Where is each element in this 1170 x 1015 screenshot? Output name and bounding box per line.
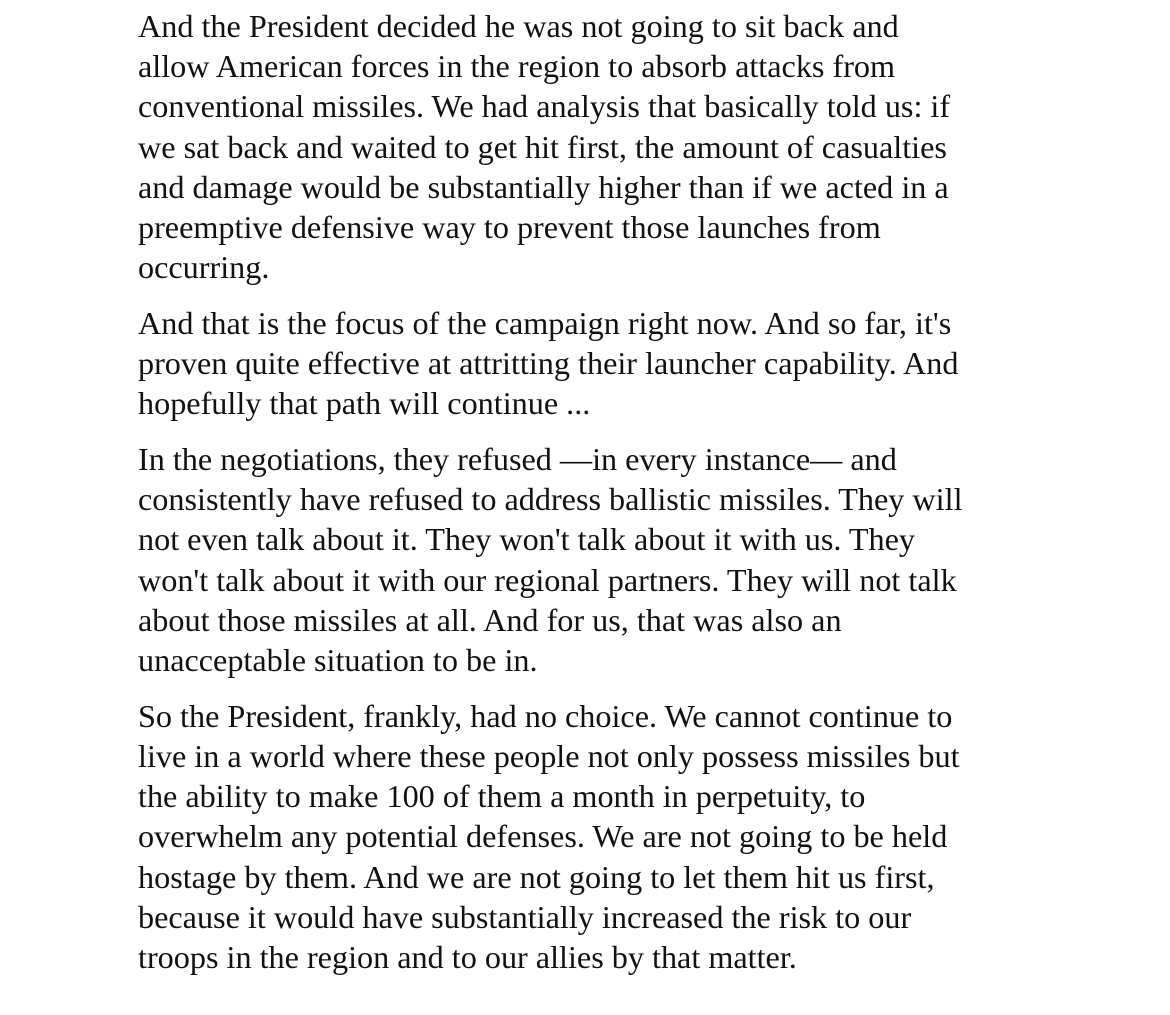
- paragraph-2: [138, 303, 1038, 424]
- text-line: preemptive defensive way to prevent those launches from: [138, 209, 881, 246]
- text-line: troops in the region and to our allies by that matter.: [138, 938, 797, 975]
- text-line: hostage by them. And we are not going to let them hit us first,: [138, 858, 935, 895]
- text-line: and damage would be substantially higher than if we acted in a: [138, 168, 949, 205]
- text-line: occurring.: [138, 249, 270, 286]
- text-line: not even talk about it. They won't talk about it with us. They: [138, 521, 915, 558]
- paragraph-1: [138, 6, 1038, 287]
- paragraph-3: [138, 439, 1038, 680]
- text-line: because it would have substantially increased the risk to our: [138, 898, 912, 935]
- text-line: we sat back and waited to get hit first, the amount of casualties: [138, 128, 947, 165]
- text-line: consistently have refused to address ballistic missiles. They will: [138, 481, 963, 518]
- text-line: proven quite effective at attritting their launcher capability. And: [138, 345, 959, 382]
- text-line: In the negotiations, they refused —in every instance— and: [138, 441, 897, 478]
- text-line: So the President, frankly, had no choice. We cannot continue to: [138, 697, 953, 734]
- text-line: And the President decided he was not going to sit back and: [138, 8, 899, 44]
- text-line: allow American forces in the region to absorb attacks from: [138, 48, 896, 85]
- text-line: unacceptable situation to be in.: [138, 642, 538, 679]
- text-line: And that is the focus of the campaign right now. And so far, it's: [138, 304, 952, 341]
- text-line: hopefully that path will continue ...: [138, 385, 591, 422]
- text-line: won't talk about it with our regional partners. They will not talk: [138, 561, 957, 598]
- text-line: about those missiles at all. And for us, that was also an: [138, 601, 842, 638]
- text-line: the ability to make 100 of them a month in perpetuity, to: [138, 778, 866, 815]
- text-line: conventional missiles. We had analysis that basically told us: if: [138, 88, 951, 125]
- text-line: overwhelm any potential defenses. We are not going to be held: [138, 818, 948, 855]
- document-body: [138, 6, 1038, 993]
- paragraph-4: [138, 696, 1038, 977]
- text-line: live in a world where these people not only possess missiles but: [138, 737, 960, 774]
